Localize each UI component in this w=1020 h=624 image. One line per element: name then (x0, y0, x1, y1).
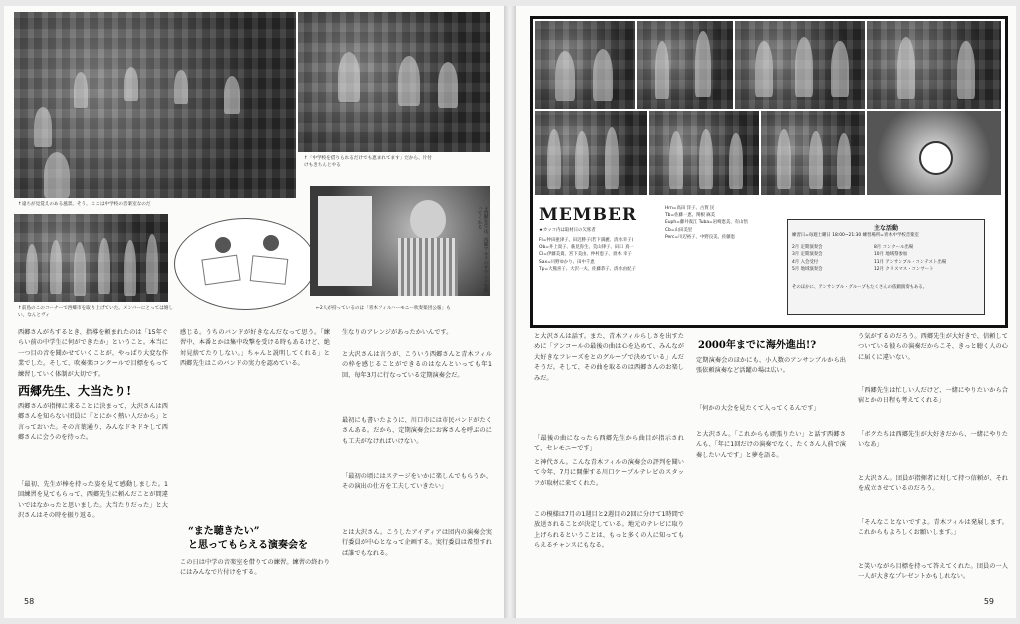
roster-col-1 (539, 237, 657, 273)
right-page (516, 6, 1016, 618)
newsletter-photo (174, 218, 316, 310)
member-photo-8 (867, 111, 1001, 195)
activities-col-2 (874, 244, 982, 274)
activity-item: 11月 アンサンブル・コンテスト出場 (874, 259, 947, 265)
activity-item: 3月 定期演奏会 (792, 252, 823, 258)
member-photo-7 (761, 111, 865, 195)
music-room-photo (14, 12, 296, 198)
paragraph-5: この日は中学の音楽室を借りての練習。練習の終わりにはみんなで片付けをする。 (180, 559, 330, 577)
roster-col-2 (665, 205, 781, 241)
paragraph-7: と大沢さんは言うが、こういう西郷さんと青木フィルの枠を感じることができるのはなんといっても年1回、毎年3月に行なっている定期演奏会だ。 (342, 351, 492, 379)
member-photo-6 (649, 111, 759, 195)
heading-sensei: 西郷先生、大当たり! (18, 384, 132, 398)
right-paragraph-7: と大沢さん。「これからも頑張りたい」と話す西郷さんも、「年に1回だけの演奏でなく、たくさん人前で演奏したいんです」と夢を語る。 (696, 431, 846, 459)
right-paragraph-6: 「何かの大会を見たくて入ってくるんです」 (696, 405, 820, 412)
roster-line: Sax=川野ゆかり、田中千恵 (539, 259, 595, 265)
caption-bottom-left: ↑前島のこのコーナーで西郷市を取り上げていた。メンバーにとっては嬉しい。なんとヴィ (18, 306, 174, 318)
page-number-left: 58 (24, 597, 35, 606)
right-paragraph-2: 「最後の曲になったら西郷先生から曲目が指示されて、セレモニーです」 (534, 435, 684, 453)
right-paragraph-4: この模様は7月の1週目と2週目の2回に分けて1時間で放送されることが決定している。地元のテレビに取り上げられるということは、もっと多くの人に知ってもらえるチャンスにもなる。 (534, 511, 684, 550)
heading-overseas: 2000年までに海外進出!? (698, 340, 817, 351)
activities-box (787, 219, 985, 315)
roster-line: Perc=川辺裕子、中野良美、佐藤恵 (665, 234, 736, 240)
book-gutter (504, 6, 516, 618)
roster-line: Tb=佐藤一恵、関根 麻美 (665, 213, 716, 219)
member-photo-3 (735, 21, 865, 109)
member-photo-4 (867, 21, 1001, 109)
activity-item: 5月 地域演奏会 (792, 267, 823, 273)
paragraph-2: 西郷さんが指揮に来ることに決まって、大沢さんは西郷さんを知らない団員に「とにかく熱い人だから」と言っておいた。その言葉通り、みんなドキドキして西郷さんに会うのを待った。 (18, 403, 168, 442)
activities-header: 練習日=毎週土曜日 18:00~21:30 練習場所=青木中学校音楽室 (792, 233, 919, 238)
caption-mid-vertical: →西郷先生は、西郷アキラのサウンドを作ってくれる (477, 206, 488, 293)
roster-line: Hrn=高田 洋子、古賀 民 (665, 206, 715, 211)
roster-line: Ob=井上貴子、萩見弥生、荒山律子、田口 真一 (539, 245, 634, 251)
paragraph-1: 西郷さんがちするとき、指導を頼まれたのは「15年ぐらい前の中学生に何ができたか」ということ。本当に一つ目の音を聞かせていくことが、やっぱり大変な作業でした。そして、吹奏楽コンクールで目標をもって練習していく体制が大切です。 (18, 329, 168, 378)
activity-item: 12月 クリスマス・コンサート (874, 267, 934, 273)
right-paragraph-10: 「ボクたちは西郷先生が大好きだから、一緒にやりたいなあ」 (858, 431, 1008, 449)
activity-item: 2月 定期演奏会 (792, 245, 823, 250)
caption-top-left: ↑遠ちが見覚えのある風景。そう、ここは中学校の音楽室なのだ (18, 202, 151, 207)
page-number-right: 59 (983, 597, 994, 606)
caption-bottom-right: ←2人が持っているのは「青木フィルハーモニー吹奏楽団公報」も (316, 306, 451, 311)
activities-col-1 (792, 244, 872, 274)
heading-concert-a: “また聴きたい” (188, 526, 260, 537)
right-paragraph-9: 「西郷先生は忙しい人だけど、一緒にやりたいから合宿とかの日程も考えてくれる」 (858, 387, 1008, 405)
left-page (4, 6, 504, 618)
heading-concert-b: と思ってもらえる演奏会を (188, 540, 308, 551)
roster-line: Cl=伊藤美貴、宮下美由、仲村恵子、須木 幸子 (539, 252, 632, 258)
paragraph-10: とは大沢さん。こうしたアイディアは団内の演奏会実行委員が中心となって企画する。実行委員は希望すれば誰でもなれる。 (342, 529, 492, 557)
right-paragraph-3: と神代さん。こんな青木フィルの演奏会の評判を聞いて今年、7月に開催する川口ケーブルテレビのスタッフが取材に来てくれた。 (534, 459, 684, 487)
activities-note: そのほかに、アンサンブル・グループもたくさんの依頼演奏もある。 (792, 285, 928, 290)
activity-item: 4月 入会受付 (792, 259, 819, 265)
paragraph-3: 「最初、先生が棒を持った姿を見て感動しました。1回練習を見てもらって、西郷先生に頼んだことが間違いではなかったと思いました。大当たりだった」と大沢さんはその時を振り返る。 (18, 481, 168, 520)
caption-top-right: ↑「中学校を借りられるだけでも恵まれてます」だから、片付けもきちんとやる (304, 156, 432, 168)
group-photo (14, 214, 168, 302)
member-photo-5 (535, 111, 647, 195)
paragraph-8: 最初にも書いたように、川口市には市民バンドがたくさんある。だから、定期演奏会にお客さんを呼ぶのにも工夫がなければいけない。 (342, 417, 492, 445)
activities-title: 主な活動 (873, 225, 898, 232)
paragraph-4: 感じる。うちのバンドが好きなんだなって思う。「練習中、本番とかは集中攻撃を受ける時もあるけど、絶対見捨てたりしない。」ちゃんと説明してくれる」と西郷先生はこのバンドの実力を認めている。 (180, 329, 330, 368)
right-paragraph-8: う気がするのだろう。西郷先生が大好きで、信頼してついている彼らの演奏だからこそ、きっと聴く人の心に届くに違いない。 (858, 333, 1008, 361)
member-photo-1 (535, 21, 635, 109)
activity-item: 8月 コンクール出場 (874, 245, 914, 250)
member-photo-2 (637, 21, 733, 109)
member-note: ★カッコ内は取材日の欠席者 (539, 228, 596, 233)
roster-line: Tp=大熊喜子、大沢一夫、佐藤恭子、清水由紀子 (539, 266, 636, 272)
paragraph-9: 「最初の頃にはステージをいかに楽しんでもらうか、その演出の仕方を工夫していきたい」 (342, 473, 492, 491)
right-paragraph-13: と笑いながら目標を持って答えてくれた。団員の一人一人が大きなプレゼントかもしれない。 (858, 563, 1008, 581)
right-paragraph-5: 定期演奏会のほかにも、小人数のアンサンブルから出張依頼演奏など活躍の場は広い。 (696, 357, 846, 375)
right-paragraph-11: と大沢さん。団員が指揮者に対して持つ信頼が、それを成立させているのだろう。 (858, 475, 1008, 493)
roster-line: Euph=藤井貴江 Tuba=岩崎恵美、有山悟 (665, 220, 748, 226)
cleanup-photo (298, 12, 490, 152)
roster-line: Cb=山田美里 (665, 227, 693, 233)
paragraph-6: 生なりのアレンジがあったかいんです。 (342, 329, 453, 336)
right-paragraph-12: 「そんなことないですよ。青木フィルは発展します。これからもよろしくお願いします。」 (858, 519, 1008, 537)
activity-item: 10月 地域祭参加 (874, 252, 908, 258)
right-paragraph-1: と大沢さんは話す。また、青木フィルらしさを出すために「アンコールの最後の曲は心を込めて、みんなが大好きなフレーズをとのグループで決めている」んだそうだ。そして、その曲を取るのは西郷さんのお楽しみだ。 (534, 333, 684, 382)
roster-line: Fl=仲田亜津子、田辺勝子(若下満麗、清水幸子) (539, 238, 634, 243)
conductor-photo (310, 186, 490, 296)
member-title: MEMBER (539, 205, 638, 225)
member-box (530, 16, 1008, 328)
